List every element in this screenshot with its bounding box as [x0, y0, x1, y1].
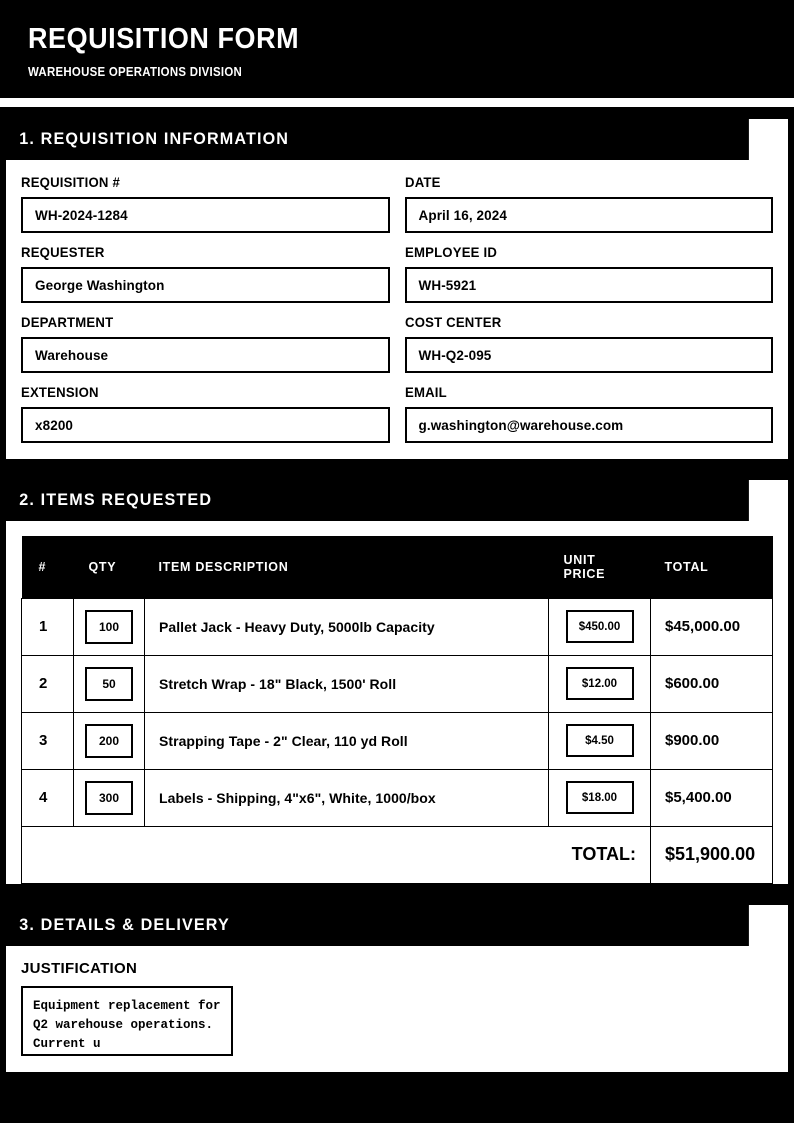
unit-price-input[interactable]: $4.50 — [566, 724, 634, 757]
qty-input[interactable]: 100 — [85, 610, 133, 644]
field-date — [405, 174, 774, 233]
section-2-heading: 2. ITEMS REQUESTED — [6, 480, 749, 521]
row-qty-cell — [74, 712, 145, 769]
field-label: DATE — [404, 174, 441, 190]
row-total: $600.00 — [651, 655, 773, 712]
page-subtitle: WAREHOUSE OPERATIONS DIVISION — [28, 64, 243, 80]
field-row — [21, 174, 773, 233]
row-unit-price-cell — [549, 769, 651, 826]
field-row — [21, 244, 773, 303]
justification-textarea[interactable]: Equipment replacement for Q2 warehouse operations. Current u — [21, 986, 233, 1056]
field-label: EMPLOYEE ID — [404, 244, 497, 260]
field-cost-center — [405, 314, 774, 373]
row-total: $5,400.00 — [651, 769, 773, 826]
section-items-requested — [3, 477, 791, 887]
column-header-description: ITEM DESCRIPTION — [145, 536, 549, 598]
header-divider — [0, 98, 794, 107]
grand-total-label: TOTAL: — [22, 826, 651, 883]
section-2-body — [6, 521, 788, 884]
items-table-header — [22, 536, 773, 598]
field-label: REQUISITION # — [21, 174, 120, 190]
row-unit-price-cell — [549, 598, 651, 655]
unit-price-input[interactable]: $18.00 — [566, 781, 634, 814]
date-input[interactable]: April 16, 2024 — [405, 197, 774, 233]
section-1-heading: 1. REQUISITION INFORMATION — [6, 119, 749, 160]
field-label: EXTENSION — [21, 384, 99, 400]
field-label: REQUESTER — [21, 244, 105, 260]
section-details-delivery — [3, 902, 791, 1075]
items-table — [21, 536, 773, 884]
row-qty-cell — [74, 598, 145, 655]
items-table-body — [22, 598, 773, 883]
spacer-section-1-2 — [0, 462, 794, 477]
field-employee-id — [405, 244, 774, 303]
field-label: COST CENTER — [404, 314, 501, 330]
row-description: Labels - Shipping, 4"x6", White, 1000/box — [145, 769, 549, 826]
employee-id-input[interactable]: WH-5921 — [405, 267, 774, 303]
justification-label: JUSTIFICATION — [21, 959, 138, 977]
page-title: REQUISITION FORM — [28, 23, 300, 55]
row-qty-cell — [74, 655, 145, 712]
email-input[interactable]: g.washington@warehouse.com — [405, 407, 774, 443]
table-header-row — [22, 536, 773, 598]
row-description: Stretch Wrap - 18" Black, 1500' Roll — [145, 655, 549, 712]
row-number: 2 — [22, 655, 74, 712]
row-unit-price-cell — [549, 655, 651, 712]
field-label: EMAIL — [404, 384, 447, 400]
spacer-section-2-3 — [0, 887, 794, 902]
cost-center-input[interactable]: WH-Q2-095 — [405, 337, 774, 373]
row-description: Strapping Tape - 2" Clear, 110 yd Roll — [145, 712, 549, 769]
table-row — [22, 769, 773, 826]
table-row — [22, 598, 773, 655]
row-qty-cell — [74, 769, 145, 826]
table-total-row — [22, 826, 773, 883]
field-requester — [21, 244, 390, 303]
section-requisition-information — [3, 116, 791, 462]
column-header-num: # — [22, 536, 74, 598]
field-row — [21, 384, 773, 443]
table-row — [22, 655, 773, 712]
row-description: Pallet Jack - Heavy Duty, 5000lb Capacity — [145, 598, 549, 655]
field-department — [21, 314, 390, 373]
table-row — [22, 712, 773, 769]
qty-input[interactable]: 200 — [85, 724, 133, 758]
unit-price-line-2: PRICE — [563, 566, 606, 581]
field-row — [21, 314, 773, 373]
column-header-qty: QTY — [74, 536, 145, 598]
row-total: $900.00 — [651, 712, 773, 769]
section-3-body — [6, 946, 788, 1072]
row-number: 4 — [22, 769, 74, 826]
section-3-heading: 3. DETAILS & DELIVERY — [6, 905, 749, 946]
unit-price-input[interactable]: $450.00 — [566, 610, 634, 643]
row-unit-price-cell — [549, 712, 651, 769]
requisition-number-input[interactable]: WH-2024-1284 — [21, 197, 390, 233]
section-1-body — [6, 160, 788, 459]
department-input[interactable]: Warehouse — [21, 337, 390, 373]
row-number: 1 — [22, 598, 74, 655]
extension-input[interactable]: x8200 — [21, 407, 390, 443]
field-email — [405, 384, 774, 443]
field-extension — [21, 384, 390, 443]
grand-total-value: $51,900.00 — [651, 826, 773, 883]
field-requisition-number — [21, 174, 390, 233]
document-header — [0, 0, 794, 98]
row-total: $45,000.00 — [651, 598, 773, 655]
column-header-total: TOTAL — [651, 536, 773, 598]
column-header-unit-price — [549, 536, 651, 598]
field-label: DEPARTMENT — [21, 314, 114, 330]
spacer-top — [0, 107, 794, 116]
unit-price-input[interactable]: $12.00 — [566, 667, 634, 700]
unit-price-line-1: UNIT — [563, 552, 596, 567]
qty-input[interactable]: 50 — [85, 667, 133, 701]
row-number: 3 — [22, 712, 74, 769]
requester-input[interactable]: George Washington — [21, 267, 390, 303]
qty-input[interactable]: 300 — [85, 781, 133, 815]
